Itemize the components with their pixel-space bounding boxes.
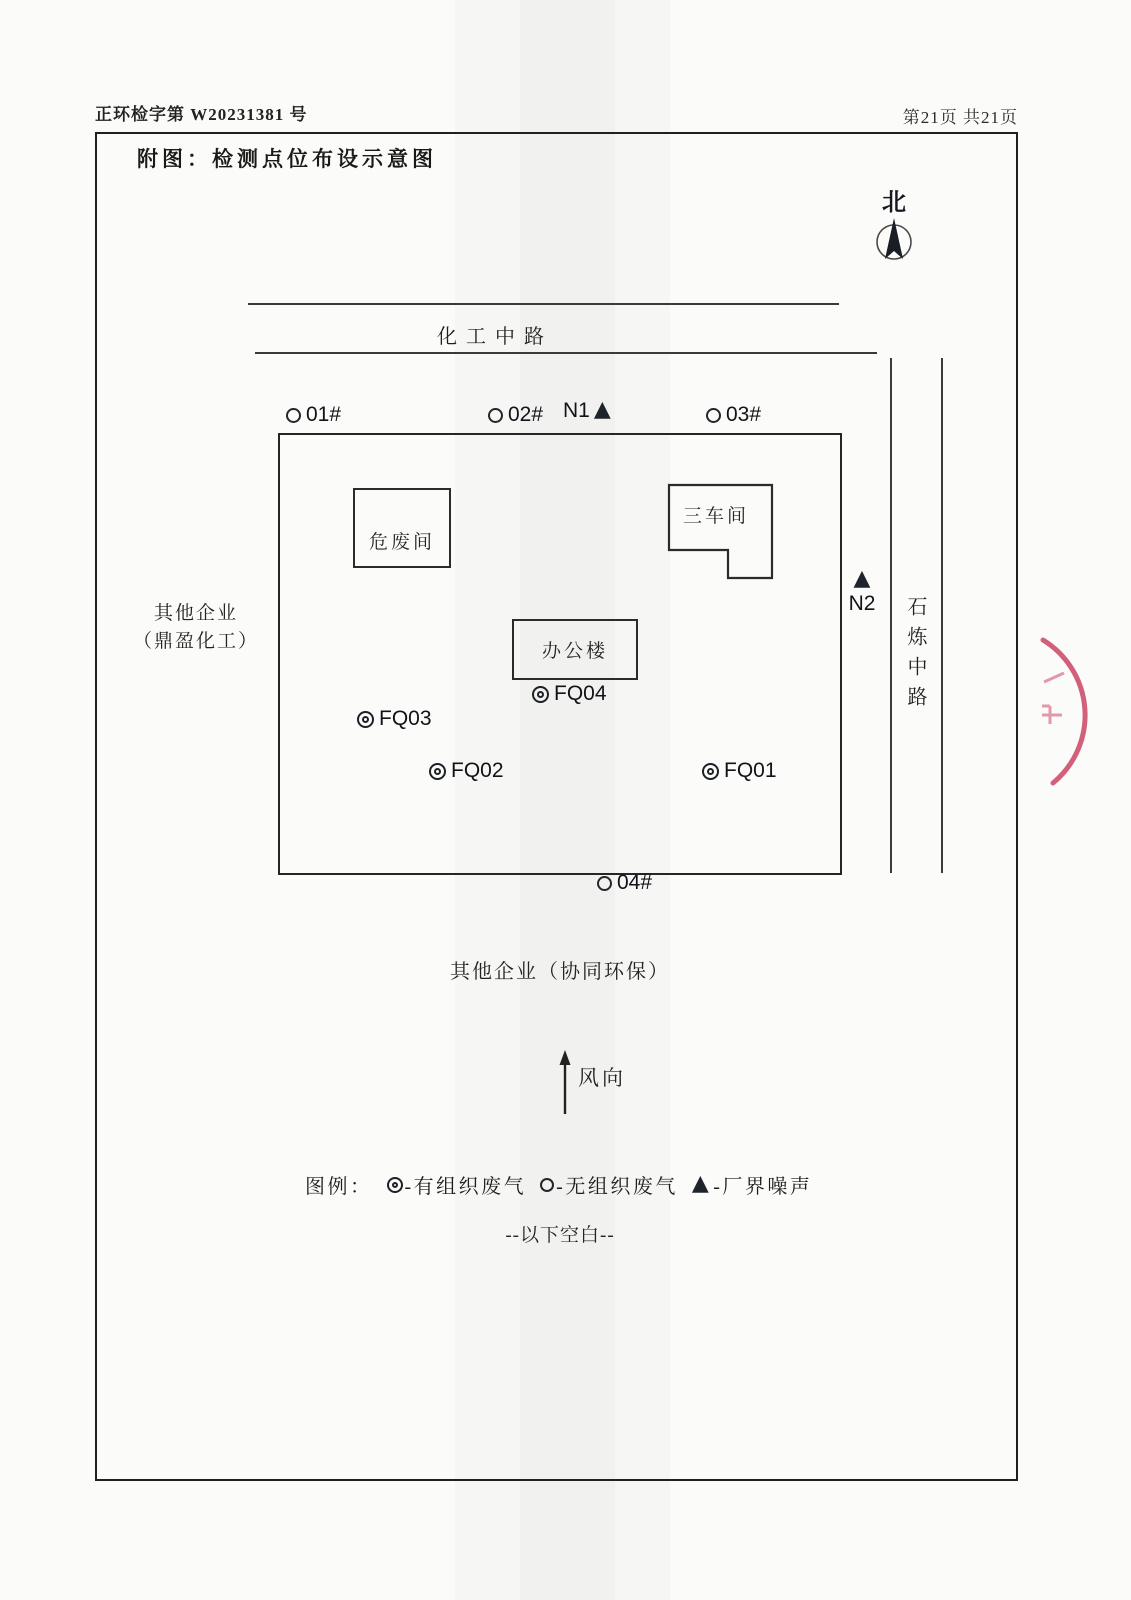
road-edge-line [255, 352, 877, 354]
point-label: N2 [848, 592, 876, 615]
monitor-point-01 [286, 403, 341, 427]
legend [305, 1170, 812, 1199]
neighbor-enterprise-left [112, 600, 280, 656]
point-label: 01# [306, 403, 342, 426]
road-label-huagong: 化工中路 [437, 326, 553, 348]
boundary-noise-icon: ▲ [853, 566, 871, 591]
legend-item-organized-gas [387, 1170, 527, 1199]
organized-gas-icon-core [392, 1182, 398, 1188]
road-edge-line [890, 358, 892, 873]
organized-gas-icon-core [537, 691, 544, 698]
organized-gas-icon [357, 711, 374, 728]
gas-point-fq01 [702, 759, 777, 783]
point-label: FQ02 [451, 759, 504, 782]
organized-gas-icon-core [707, 768, 714, 775]
organized-gas-icon-core [434, 768, 441, 775]
wind-direction-arrow-icon [556, 1050, 574, 1118]
legend-label: -无组织废气 [556, 1176, 678, 1198]
point-label: FQ01 [724, 759, 777, 782]
gas-point-fq02 [429, 759, 504, 783]
unorganized-gas-icon [488, 408, 503, 423]
organized-gas-icon [702, 763, 719, 780]
legend-label: -有组织废气 [404, 1176, 527, 1198]
building-workshop3-label: 三车间 [683, 506, 750, 527]
monitor-point-03 [706, 403, 761, 427]
building-hazardous-waste: 危废间 [353, 488, 451, 568]
organized-gas-icon-core [362, 716, 369, 723]
north-indicator [868, 182, 920, 265]
point-label: FQ04 [554, 682, 607, 705]
point-label: 04# [617, 871, 653, 894]
organized-gas-icon [387, 1177, 403, 1193]
gas-point-fq03 [357, 707, 432, 731]
monitor-point-02 [488, 403, 543, 427]
point-label: N1 [563, 399, 590, 422]
legend-item-boundary-noise [692, 1170, 813, 1199]
road-edge-line [941, 358, 943, 873]
red-seal-fragment [1020, 620, 1131, 800]
legend-prefix: 图例： [305, 1176, 373, 1198]
figure-title: 附图：检测点位布设示意图 [137, 147, 437, 171]
gas-point-fq04 [532, 682, 607, 706]
monitor-point-04 [597, 871, 652, 895]
point-label: 02# [508, 403, 544, 426]
report-number: 正环检字第 W20231381 号 [95, 105, 308, 124]
road-label-shilian: 石炼中路 [904, 596, 926, 716]
boundary-noise-icon: ▲ [593, 397, 611, 422]
unorganized-gas-icon [286, 408, 301, 423]
point-label: FQ03 [379, 707, 432, 730]
point-label: 03# [726, 403, 762, 426]
neighbor-left-line1: 其他企业 [153, 603, 238, 624]
unorganized-gas-icon [597, 876, 612, 891]
noise-point-n2 [840, 566, 884, 616]
organized-gas-icon [429, 763, 446, 780]
neighbor-enterprise-bottom: 其他企业（协同环保） [450, 961, 670, 983]
road-edge-line [248, 303, 839, 305]
noise-point-n1 [563, 399, 611, 423]
boundary-noise-icon: ▲ [691, 1170, 712, 1196]
north-label: 北 [882, 190, 906, 216]
building-office: 办公楼 [512, 619, 638, 680]
legend-label: -厂界噪声 [713, 1176, 813, 1198]
legend-item-unorganized-gas [540, 1170, 678, 1199]
building-workshop3-outline [665, 481, 777, 583]
unorganized-gas-icon [706, 408, 721, 423]
neighbor-left-line2: （鼎盈化工） [132, 631, 259, 652]
unorganized-gas-icon [540, 1178, 554, 1192]
wind-direction-label: 风向 [578, 1066, 626, 1090]
page-indicator: 第21页 共21页 [902, 108, 1018, 127]
north-compass-icon [872, 215, 916, 265]
end-of-report-note: --以下空白-- [505, 1225, 615, 1246]
organized-gas-icon [532, 686, 549, 703]
